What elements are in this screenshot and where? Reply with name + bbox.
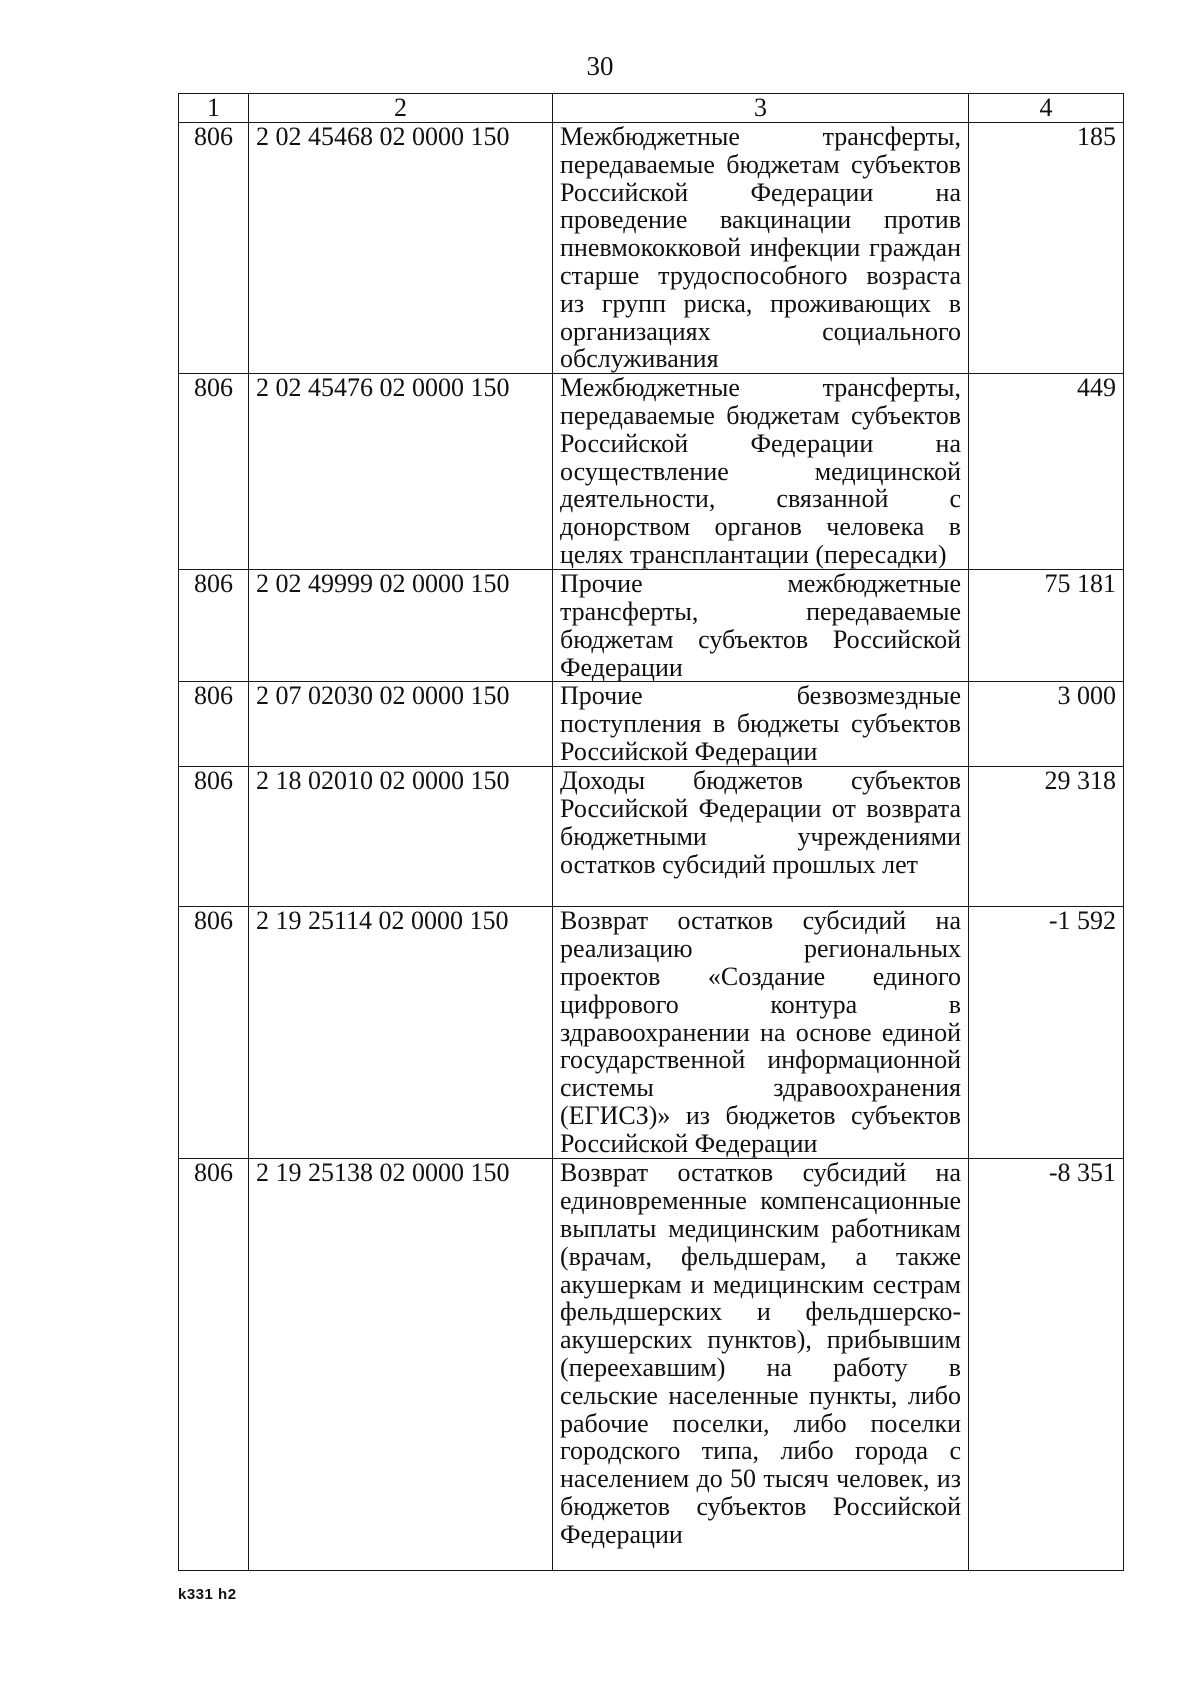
amount-cell: 449 <box>969 374 1124 570</box>
table-row <box>179 682 1124 767</box>
amount-cell: 3 000 <box>969 682 1124 767</box>
admin-code-cell: 806 <box>179 767 249 907</box>
admin-code-cell: 806 <box>179 570 249 682</box>
revenue-name-cell: Доходы бюджетов субъектов Российской Федерации от возврата бюджетными учреждениями остатков субсидий прошлых лет <box>553 767 969 907</box>
admin-code-cell: 806 <box>179 907 249 1159</box>
column-header-4: 4 <box>969 94 1124 123</box>
table-row <box>179 123 1124 374</box>
amount-cell: 75 181 <box>969 570 1124 682</box>
admin-code-cell: 806 <box>179 123 249 374</box>
column-header-1: 1 <box>179 94 249 123</box>
table-row <box>179 570 1124 682</box>
budget-code-cell: 2 19 25114 02 0000 150 <box>249 907 553 1159</box>
revenue-name-cell: Прочие безвозмездные поступления в бюджеты субъектов Российской Федерации <box>553 682 969 767</box>
budget-code-cell: 2 19 25138 02 0000 150 <box>249 1159 553 1571</box>
budget-code-cell: 2 02 45476 02 0000 150 <box>249 374 553 570</box>
footer-document-code: k331 h2 <box>178 1586 237 1603</box>
amount-cell: -1 592 <box>969 907 1124 1159</box>
table-row <box>179 1159 1124 1571</box>
page-number: 30 <box>586 51 614 81</box>
admin-code-cell: 806 <box>179 374 249 570</box>
revenue-name-cell: Возврат остатков субсидий на единовременные компенсационные выплаты медицинским работникам (врачам, фельдшерам, а также акушеркам и медицинским сестрам фельдшерских и фельдшерско-акушерских пунктов), прибывшим (переехавшим) на работу в сельские населенные пункты, либо рабочие поселки, либо поселки городского типа, либо города с населением до 50 тысяч человек, из бюджетов субъектов Российской Федерации <box>553 1159 969 1571</box>
table-row <box>179 767 1124 907</box>
budget-code-cell: 2 18 02010 02 0000 150 <box>249 767 553 907</box>
revenue-name-cell: Межбюджетные трансферты, передаваемые бюджетам субъектов Российской Федерации на проведение вакцинации против пневмококковой инфекции граждан старше трудоспособного возраста из групп риска, проживающих в организациях социального обслуживания <box>553 123 969 374</box>
amount-cell: -8 351 <box>969 1159 1124 1571</box>
budget-revenue-table <box>178 93 1124 1571</box>
admin-code-cell: 806 <box>179 682 249 767</box>
budget-code-cell: 2 07 02030 02 0000 150 <box>249 682 553 767</box>
budget-code-cell: 2 02 45468 02 0000 150 <box>249 123 553 374</box>
table-row <box>179 374 1124 570</box>
amount-cell: 29 318 <box>969 767 1124 907</box>
table-row <box>179 907 1124 1159</box>
table-header-row <box>179 94 1124 123</box>
amount-cell: 185 <box>969 123 1124 374</box>
revenue-name-cell: Возврат остатков субсидий на реализацию региональных проектов «Создание единого цифрового контура в здравоохранении на основе единой государственной информационной системы здравоохранения (ЕГИСЗ)» из бюджетов субъектов Российской Федерации <box>553 907 969 1159</box>
admin-code-cell: 806 <box>179 1159 249 1571</box>
budget-code-cell: 2 02 49999 02 0000 150 <box>249 570 553 682</box>
revenue-name-cell: Межбюджетные трансферты, передаваемые бюджетам субъектов Российской Федерации на осуществление медицинской деятельности, связанной с донорством органов человека в целях трансплантации (пересадки) <box>553 374 969 570</box>
column-header-3: 3 <box>553 94 969 123</box>
revenue-name-cell: Прочие межбюджетные трансферты, передаваемые бюджетам субъектов Российской Федерации <box>553 570 969 682</box>
column-header-2: 2 <box>249 94 553 123</box>
